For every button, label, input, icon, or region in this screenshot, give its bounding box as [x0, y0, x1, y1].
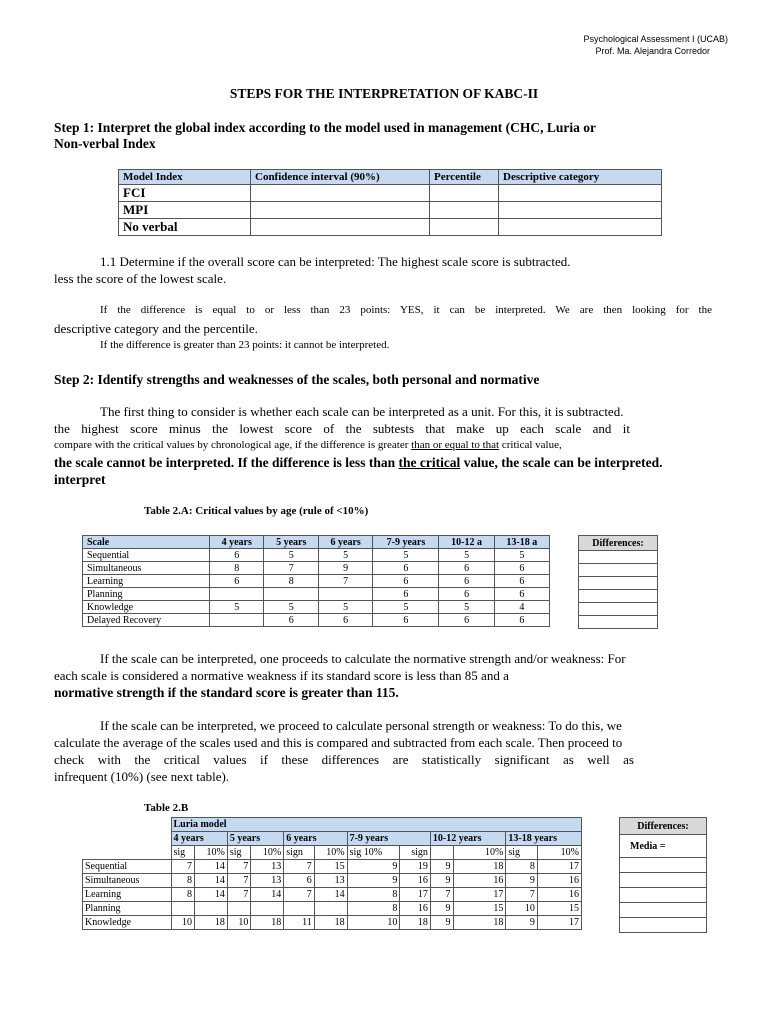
difference-cell[interactable] — [620, 888, 707, 903]
para-pers-line3: check with the critical values if these differences are statistically significant as well as — [54, 752, 634, 767]
sub-header: sig — [506, 846, 537, 860]
sub-header: 10% — [453, 846, 506, 860]
underlined-text: the critical — [398, 455, 461, 470]
scale-name: Simultaneous — [83, 874, 172, 888]
percentile-cell[interactable] — [430, 202, 499, 219]
table-row — [83, 902, 582, 916]
col-header: Confidence interval (90%) — [251, 170, 430, 185]
critical-value: 18 — [453, 916, 506, 930]
critical-value — [284, 902, 315, 916]
para-if-line2: descriptive category and the percentile. — [54, 321, 258, 336]
critical-value: 13 — [314, 874, 347, 888]
table-row — [579, 577, 658, 590]
para-first-line1: The first thing to consider is whether each scale can be interpreted as a unit. For this, it is subtracted. — [100, 404, 624, 419]
critical-value: 6 — [373, 575, 439, 588]
critical-value — [318, 588, 372, 601]
col-header: Descriptive category — [499, 170, 662, 185]
table-row — [620, 858, 707, 873]
differences-header: Differences: — [620, 818, 707, 835]
difference-cell[interactable] — [620, 918, 707, 933]
table-row — [579, 616, 658, 629]
critical-value: 9 — [430, 916, 453, 930]
critical-value: 15 — [537, 902, 581, 916]
critical-value: 6 — [373, 562, 439, 575]
col-header: 10-12 a — [439, 536, 494, 549]
critical-value: 7 — [227, 874, 250, 888]
critical-value: 5 — [439, 601, 494, 614]
table-row — [620, 918, 707, 933]
blank-cell — [83, 832, 172, 846]
step1-heading-line2: Non-verbal Index — [54, 136, 156, 151]
col-header: 6 years — [318, 536, 372, 549]
critical-value: 9 — [318, 562, 372, 575]
table-row — [83, 562, 550, 575]
para-pers-line4: infrequent (10%) (see next table). — [54, 769, 230, 784]
critical-value: 14 — [194, 888, 227, 902]
age-header: 6 years — [284, 832, 347, 846]
critical-value: 8 — [210, 562, 264, 575]
table-row — [579, 590, 658, 603]
critical-value: 18 — [194, 916, 227, 930]
difference-cell[interactable] — [579, 603, 658, 616]
critical-value: 6 — [373, 588, 439, 601]
critical-value: 8 — [264, 575, 318, 588]
table-row — [83, 588, 550, 601]
ci-cell[interactable] — [251, 185, 430, 202]
critical-value: 17 — [537, 916, 581, 930]
para-first-line4 — [54, 455, 663, 471]
critical-value: 5 — [439, 549, 494, 562]
critical-value: 6 — [373, 614, 439, 627]
para-if-line1: If the difference is equal to or less than 23 points: YES, it can be interpreted. We are then looking for the — [100, 304, 712, 316]
critical-value: 13 — [251, 874, 284, 888]
sub-header: sig 10% — [347, 846, 400, 860]
header-professor: Prof. Ma. Alejandra Corredor — [595, 46, 710, 56]
difference-cell[interactable] — [620, 858, 707, 873]
para-pers-line2: calculate the average of the scales used and this is compared and subtracted from each scale. Then proceed to — [54, 735, 623, 750]
text-span: compare with the critical values by chronological age, if the difference is greater — [54, 439, 412, 451]
critical-value: 10 — [347, 916, 400, 930]
critical-value: 8 — [347, 888, 400, 902]
scale-name: Sequential — [83, 860, 172, 874]
difference-cell[interactable] — [620, 873, 707, 888]
table-row — [119, 185, 662, 202]
step1-heading-line1: Step 1: Interpret the global index according to the model used in management (CHC, Luria or — [54, 120, 596, 135]
ci-cell[interactable] — [251, 202, 430, 219]
critical-value: 18 — [314, 916, 347, 930]
differences-header: Differences: — [579, 536, 658, 551]
para-pers-line1: If the scale can be interpreted, we proceed to calculate personal strength or weakness: To do this, we — [100, 718, 622, 733]
step2-heading: Step 2: Identify strengths and weaknesses of the scales, both personal and normative — [54, 372, 540, 387]
critical-value: 5 — [264, 549, 318, 562]
sub-header: sig — [171, 846, 194, 860]
critical-value: 14 — [194, 874, 227, 888]
critical-value — [210, 588, 264, 601]
critical-value: 5 — [373, 549, 439, 562]
critical-value: 18 — [453, 860, 506, 874]
critical-value: 7 — [171, 860, 194, 874]
critical-value: 8 — [506, 860, 537, 874]
critical-value: 8 — [171, 888, 194, 902]
table-row — [83, 874, 582, 888]
sub-header: 10% — [251, 846, 284, 860]
critical-value: 10 — [171, 916, 194, 930]
critical-value: 5 — [318, 601, 372, 614]
sub-header: 10% — [194, 846, 227, 860]
critical-value: 10 — [227, 916, 250, 930]
critical-value — [171, 902, 194, 916]
col-header: 7-9 years — [373, 536, 439, 549]
critical-value: 6 — [318, 614, 372, 627]
table-row — [83, 860, 582, 874]
critical-value: 5 — [318, 549, 372, 562]
critical-value: 6 — [210, 549, 264, 562]
col-header: 4 years — [210, 536, 264, 549]
sub-header: sign — [400, 846, 431, 860]
luria-critical-table — [82, 817, 582, 930]
age-header: 7-9 years — [347, 832, 430, 846]
table-row — [620, 903, 707, 918]
age-header: 4 years — [171, 832, 227, 846]
para-norm-line2: each scale is considered a normative weakness if its standard score is less than 85 and a — [54, 668, 509, 683]
critical-value: 6 — [264, 614, 318, 627]
critical-value: 15 — [453, 902, 506, 916]
critical-value: 17 — [453, 888, 506, 902]
critical-value: 8 — [171, 874, 194, 888]
critical-value: 18 — [251, 916, 284, 930]
critical-value: 10 — [506, 902, 537, 916]
header-institution: Psychological Assessment I (UCAB) — [583, 34, 728, 44]
critical-value: 7 — [506, 888, 537, 902]
page-title: STEPS FOR THE INTERPRETATION OF KABC-II — [229, 86, 539, 101]
category-cell[interactable] — [499, 185, 662, 202]
text-span: value, the scale can be interpreted. — [460, 455, 663, 470]
difference-cell[interactable] — [620, 903, 707, 918]
critical-value: 16 — [400, 902, 431, 916]
age-header: 10-12 years — [430, 832, 505, 846]
critical-value: 9 — [347, 874, 400, 888]
critical-value: 19 — [400, 860, 431, 874]
blank-cell — [83, 818, 172, 832]
scale-name: Sequential — [83, 549, 210, 562]
table-row — [83, 575, 550, 588]
critical-value: 9 — [347, 860, 400, 874]
critical-value: 5 — [264, 601, 318, 614]
table-row — [579, 603, 658, 616]
critical-value: 17 — [400, 888, 431, 902]
table-row — [119, 219, 662, 236]
para-first-line5: interpret — [54, 472, 106, 487]
critical-value — [227, 902, 250, 916]
table-row — [83, 888, 582, 902]
critical-value: 17 — [537, 860, 581, 874]
difference-cell[interactable] — [579, 616, 658, 629]
table-row — [579, 551, 658, 564]
col-header: Model Index — [119, 170, 251, 185]
col-header: 5 years — [264, 536, 318, 549]
critical-value: 4 — [494, 601, 549, 614]
scale-name: Delayed Recovery — [83, 614, 210, 627]
critical-values-table — [82, 535, 550, 627]
critical-value — [194, 902, 227, 916]
critical-value: 18 — [400, 916, 431, 930]
col-header: 13-18 a — [494, 536, 549, 549]
critical-value — [314, 902, 347, 916]
critical-value: 7 — [227, 860, 250, 874]
critical-value: 14 — [251, 888, 284, 902]
critical-value: 16 — [537, 874, 581, 888]
scale-name: Knowledge — [83, 916, 172, 930]
sub-header: sig — [227, 846, 250, 860]
critical-value: 7 — [284, 888, 315, 902]
critical-value: 13 — [251, 860, 284, 874]
para-first-line3 — [54, 438, 562, 452]
table-row — [83, 916, 582, 930]
critical-value: 6 — [439, 588, 494, 601]
row-label: MPI — [119, 202, 251, 219]
para11-line1: 1.1 Determine if the overall score can be interpreted: The highest scale score is subtracted. — [100, 254, 571, 269]
differences-table-a — [578, 535, 658, 629]
table-row — [579, 564, 658, 577]
age-header: 13-18 years — [506, 832, 582, 846]
col-header: Percentile — [430, 170, 499, 185]
blank-cell — [83, 846, 172, 860]
table-row — [620, 873, 707, 888]
critical-value: 16 — [537, 888, 581, 902]
sub-header: 10% — [537, 846, 581, 860]
critical-value: 9 — [430, 874, 453, 888]
ci-cell[interactable] — [251, 219, 430, 236]
critical-value: 6 — [284, 874, 315, 888]
table2a-caption: Table 2.A: Critical values by age (rule of <10%) — [144, 505, 369, 517]
scale-name: Learning — [83, 575, 210, 588]
critical-value: 6 — [439, 575, 494, 588]
text-span: critical value, — [499, 439, 562, 451]
critical-value: 14 — [314, 888, 347, 902]
table-row — [83, 601, 550, 614]
critical-value: 16 — [400, 874, 431, 888]
luria-model-header: Luria model — [171, 818, 582, 832]
scale-name: Learning — [83, 888, 172, 902]
critical-value: 5 — [373, 601, 439, 614]
difference-cell[interactable] — [579, 590, 658, 603]
critical-value: 11 — [284, 916, 315, 930]
table-row — [119, 202, 662, 219]
scale-name: Knowledge — [83, 601, 210, 614]
table-row — [83, 549, 550, 562]
col-header: Scale — [83, 536, 210, 549]
scale-name: Planning — [83, 588, 210, 601]
category-cell[interactable] — [499, 219, 662, 236]
para-if-line3: If the difference is greater than 23 points: it cannot be interpreted. — [100, 339, 390, 351]
critical-value: 6 — [439, 614, 494, 627]
table2b-caption: Table 2.B — [144, 802, 189, 814]
critical-value: 9 — [430, 860, 453, 874]
difference-cell[interactable] — [579, 551, 658, 564]
table-row — [83, 614, 550, 627]
age-header: 5 years — [227, 832, 283, 846]
critical-value: 14 — [194, 860, 227, 874]
critical-value: 6 — [210, 575, 264, 588]
para-norm-line3: normative strength if the standard score is greater than 115. — [54, 685, 399, 700]
critical-value: 7 — [284, 860, 315, 874]
sub-header — [430, 846, 453, 860]
critical-value: 16 — [453, 874, 506, 888]
critical-value: 6 — [439, 562, 494, 575]
critical-value: 8 — [347, 902, 400, 916]
critical-value — [210, 614, 264, 627]
critical-value — [251, 902, 284, 916]
table-row — [620, 888, 707, 903]
sub-header: 10% — [314, 846, 347, 860]
difference-cell[interactable] — [579, 564, 658, 577]
critical-value: 6 — [494, 614, 549, 627]
row-label: FCI — [119, 185, 251, 202]
critical-value: 7 — [264, 562, 318, 575]
critical-value: 15 — [314, 860, 347, 874]
category-cell[interactable] — [499, 202, 662, 219]
media-label: Media = — [620, 835, 707, 858]
para-first-line2: the highest score minus the lowest score of the subtests that make up each scale and it — [54, 421, 630, 436]
critical-value: 9 — [430, 902, 453, 916]
model-index-table — [118, 169, 662, 236]
scale-name: Simultaneous — [83, 562, 210, 575]
percentile-cell[interactable] — [430, 219, 499, 236]
scale-name: Planning — [83, 902, 172, 916]
difference-cell[interactable] — [579, 577, 658, 590]
critical-value: 9 — [506, 916, 537, 930]
row-label: No verbal — [119, 219, 251, 236]
underlined-text: than or equal to that — [411, 439, 500, 451]
para-norm-line1: If the scale can be interpreted, one proceeds to calculate the normative strength and/or weakness: For — [100, 651, 626, 666]
critical-value: 7 — [430, 888, 453, 902]
critical-value: 7 — [318, 575, 372, 588]
critical-value: 5 — [210, 601, 264, 614]
critical-value: 6 — [494, 575, 549, 588]
percentile-cell[interactable] — [430, 185, 499, 202]
critical-value: 6 — [494, 562, 549, 575]
critical-value: 7 — [227, 888, 250, 902]
text-span: the scale cannot be interpreted. If the difference is less than — [54, 455, 399, 470]
differences-table-b — [619, 817, 707, 933]
sub-header: sign — [284, 846, 315, 860]
para11-line2: less the score of the lowest scale. — [54, 271, 227, 286]
critical-value: 9 — [506, 874, 537, 888]
critical-value: 5 — [494, 549, 549, 562]
critical-value: 6 — [494, 588, 549, 601]
critical-value — [264, 588, 318, 601]
